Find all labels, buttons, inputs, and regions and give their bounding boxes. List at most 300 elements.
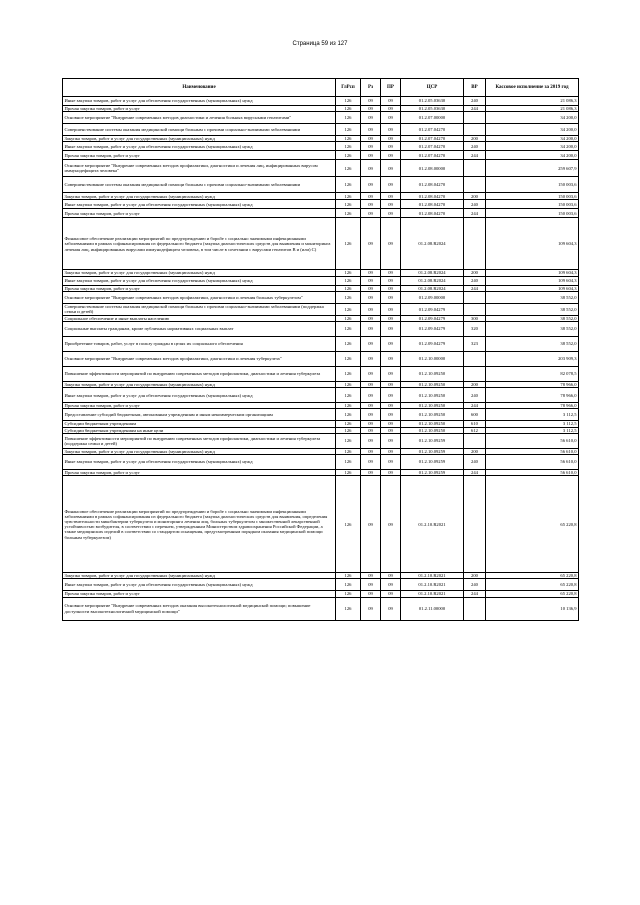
cell-grp: 126	[336, 177, 361, 193]
cell-csr: 01.2.09.04279	[401, 315, 464, 321]
cell-name: Основное мероприятие "Внедрение современных методов оказания высокотехнологичной медицинской помощи; повышение доступности высокотехнологичной медицинской помощи"	[63, 597, 336, 620]
table-row	[63, 142, 579, 151]
cell-pr: 09	[381, 421, 401, 427]
cell-name: Финансовое обеспечение реализации мероприятий по предупреждению и борьбе с социально значимыми инфекционными заболеваниями в рамках софинансирования из федерального бюджета (закупка диагностических средств для выявления, определения чувствительности микобактерии туберкулеза и мониторинга лечения лиц, больных туберкулезом с множественной лекарственной устойчивостью возбудителя, в соответствии с перечнем, утвержденным Министерством здравоохранения Российской Федерации, а также медицинских изделий в соответствии со стандартом оснащения, предусмотренным порядком оказания медицинской помощи больным туберкулезом)	[63, 476, 336, 573]
cell-amount: 3 112,5	[486, 409, 579, 421]
cell-csr: 01.2.08.04270	[401, 200, 464, 209]
cell-amount: 203 909,3	[486, 352, 579, 367]
cell-rz: 09	[361, 388, 381, 403]
cell-name: Субсидии бюджетным учреждениям	[63, 421, 336, 427]
column-header-pr: ПР	[381, 79, 401, 97]
cell-pr: 09	[381, 136, 401, 142]
cell-grp: 126	[336, 112, 361, 124]
cell-vr: 300	[464, 315, 486, 321]
column-header-grp: ГлРсп	[336, 79, 361, 97]
cell-amount: 38 552,0	[486, 337, 579, 352]
cell-csr: 01.2.10.09259	[401, 470, 464, 476]
cell-name: Социальное обеспечение и иные выплаты населению	[63, 315, 336, 321]
cell-rz: 09	[361, 160, 381, 177]
cell-pr: 09	[381, 218, 401, 270]
table-row	[63, 476, 579, 573]
column-header-vr: ВР	[464, 79, 486, 97]
cell-vr	[464, 160, 486, 177]
cell-csr: 01.2.09.00000	[401, 291, 464, 303]
cell-name: Иные закупки товаров, работ и услуг для обеспечения государственных (муниципальных) нужд	[63, 142, 336, 151]
cell-pr: 09	[381, 337, 401, 352]
cell-amount: 150 003,6	[486, 193, 579, 200]
cell-rz: 09	[361, 200, 381, 209]
cell-rz: 09	[361, 591, 381, 597]
cell-csr: 01.2.08.R2024	[401, 218, 464, 270]
cell-rz: 09	[361, 142, 381, 151]
cell-rz: 09	[361, 270, 381, 276]
cell-rz: 09	[361, 209, 381, 218]
cell-vr: 240	[464, 579, 486, 591]
cell-amount: 56 610,0	[486, 455, 579, 470]
cell-vr	[464, 291, 486, 303]
table-row	[63, 322, 579, 337]
cell-amount: 109 604,3	[486, 276, 579, 285]
cell-name: Субсидии бюджетным учреждениям на иные цели	[63, 427, 336, 433]
cell-pr: 09	[381, 209, 401, 218]
cell-pr: 09	[381, 476, 401, 573]
cell-pr: 09	[381, 403, 401, 409]
cell-rz: 09	[361, 136, 381, 142]
cell-rz: 09	[361, 403, 381, 409]
cell-name: Совершенствование системы оказания медицинской помощи больным с прочими социально-значимыми заболеваниями	[63, 124, 336, 136]
cell-grp: 126	[336, 151, 361, 160]
table-body	[63, 97, 579, 621]
cell-amount: 38 552,0	[486, 303, 579, 315]
table-row	[63, 276, 579, 285]
cell-name: Прочая закупка товаров, работ и услуг	[63, 470, 336, 476]
cell-name: Основное мероприятие "Внедрение современных методов профилактики, диагностики и лечения больных туберкулезом"	[63, 291, 336, 303]
cell-pr: 09	[381, 303, 401, 315]
cell-name: Основное мероприятие "Внедрение современных методов профилактики, диагностики и лечения лиц, инфицированных вирусом иммунодефицита человека"	[63, 160, 336, 177]
cell-csr: 01.2.09.04279	[401, 322, 464, 337]
cell-name: Предоставление субсидий бюджетным, автономным учреждениям и иным некоммерческим организациям	[63, 409, 336, 421]
cell-amount: 34 200,0	[486, 136, 579, 142]
cell-pr: 09	[381, 276, 401, 285]
cell-vr	[464, 218, 486, 270]
cell-vr	[464, 112, 486, 124]
cell-pr: 09	[381, 291, 401, 303]
cell-csr: 01.2.07.04270	[401, 124, 464, 136]
cell-name: Социальные выплаты гражданам, кроме публичных нормативных социальных выплат	[63, 322, 336, 337]
cell-csr: 01.2.10.R2021	[401, 579, 464, 591]
cell-csr: 01.2.09.04279	[401, 303, 464, 315]
cell-grp: 126	[336, 388, 361, 403]
cell-amount: 56 610,0	[486, 448, 579, 454]
cell-vr: 240	[464, 97, 486, 106]
cell-grp: 126	[336, 573, 361, 579]
cell-grp: 126	[336, 193, 361, 200]
cell-grp: 126	[336, 124, 361, 136]
cell-amount: 38 552,0	[486, 315, 579, 321]
cell-grp: 126	[336, 433, 361, 448]
cell-rz: 09	[361, 177, 381, 193]
cell-pr: 09	[381, 200, 401, 209]
cell-grp: 126	[336, 291, 361, 303]
cell-amount: 38 552,0	[486, 322, 579, 337]
table-row	[63, 409, 579, 421]
cell-rz: 09	[361, 151, 381, 160]
cell-vr	[464, 124, 486, 136]
cell-grp: 126	[336, 421, 361, 427]
table-row	[63, 337, 579, 352]
table-row	[63, 209, 579, 218]
table-row	[63, 597, 579, 620]
cell-name: Иные закупки товаров, работ и услуг для обеспечения государственных (муниципальных) нужд	[63, 97, 336, 106]
cell-name: Закупка товаров, работ и услуг для государственных (муниципальных) нужд	[63, 573, 336, 579]
cell-grp: 126	[336, 322, 361, 337]
cell-amount: 82 078,5	[486, 367, 579, 382]
cell-name: Прочая закупка товаров, работ и услуг	[63, 151, 336, 160]
cell-amount: 150 003,6	[486, 209, 579, 218]
cell-grp: 126	[336, 200, 361, 209]
cell-csr: 01.2.10.09250	[401, 421, 464, 427]
cell-csr: 01.2.08.R2024	[401, 285, 464, 291]
column-header-rz: Рз	[361, 79, 381, 97]
table-row	[63, 579, 579, 591]
cell-rz: 09	[361, 322, 381, 337]
cell-name: Прочая закупка товаров, работ и услуг	[63, 106, 336, 112]
cell-amount: 65 220,8	[486, 579, 579, 591]
cell-rz: 09	[361, 291, 381, 303]
table-row	[63, 151, 579, 160]
cell-name: Иные закупки товаров, работ и услуг для обеспечения государственных (муниципальных) нужд	[63, 200, 336, 209]
cell-amount: 78 966,0	[486, 403, 579, 409]
cell-pr: 09	[381, 177, 401, 193]
cell-pr: 09	[381, 270, 401, 276]
cell-grp: 126	[336, 270, 361, 276]
cell-pr: 09	[381, 322, 401, 337]
cell-rz: 09	[361, 337, 381, 352]
cell-name: Приобретение товаров, работ, услуг в пользу граждан в целях их социального обеспечения	[63, 337, 336, 352]
table-row	[63, 218, 579, 270]
cell-csr: 01.2.08.04270	[401, 209, 464, 218]
cell-csr: 01.2.10.09250	[401, 388, 464, 403]
cell-pr: 09	[381, 367, 401, 382]
cell-csr: 01.2.10.09259	[401, 455, 464, 470]
cell-name: Совершенствование системы оказания медицинской помощи больным с прочими социально-значимыми заболеваниями	[63, 177, 336, 193]
cell-grp: 126	[336, 579, 361, 591]
cell-vr: 200	[464, 136, 486, 142]
cell-csr: 01.2.10.09250	[401, 367, 464, 382]
cell-name: Повышение эффективности мероприятий по внедрению современных методов профилактики, диагностики и лечения туберкулеза (поддержка семьи и детей)	[63, 433, 336, 448]
cell-name: Иные закупки товаров, работ и услуг для обеспечения государственных (муниципальных) нужд	[63, 579, 336, 591]
cell-pr: 09	[381, 433, 401, 448]
cell-grp: 126	[336, 470, 361, 476]
cell-csr: 01.2.10.09250	[401, 382, 464, 388]
cell-csr: 01.2.11.00000	[401, 597, 464, 620]
cell-pr: 09	[381, 455, 401, 470]
table-row	[63, 303, 579, 315]
cell-vr: 244	[464, 591, 486, 597]
cell-amount: 65 220,8	[486, 573, 579, 579]
cell-name: Прочая закупка товаров, работ и услуг	[63, 285, 336, 291]
table-row	[63, 388, 579, 403]
cell-csr: 01.2.10.09259	[401, 448, 464, 454]
cell-vr: 244	[464, 403, 486, 409]
cell-csr: 01.2.08.04270	[401, 193, 464, 200]
table-row	[63, 112, 579, 124]
cell-pr: 09	[381, 427, 401, 433]
cell-grp: 126	[336, 160, 361, 177]
table-row	[63, 455, 579, 470]
cell-vr: 240	[464, 276, 486, 285]
cell-csr: 01.2.05.03630	[401, 97, 464, 106]
cell-name: Финансовое обеспечение реализации мероприятий по предупреждению и борьбе с социально значимыми инфекционными заболеваниями в рамках софинансирования из федерального бюджета (закупка диагностических средств для выявления и мониторинга лечения лиц, инфицированных вирусами иммунодефицита человека, в том числе в сочетании с вирусами гепатитов B и (или) C)	[63, 218, 336, 270]
cell-grp: 126	[336, 382, 361, 388]
cell-grp: 126	[336, 448, 361, 454]
cell-amount: 34 200,0	[486, 142, 579, 151]
cell-grp: 126	[336, 136, 361, 142]
cell-csr: 01.2.10.09250	[401, 409, 464, 421]
cell-rz: 09	[361, 448, 381, 454]
cell-amount: 34 200,0	[486, 112, 579, 124]
cell-amount: 109 604,3	[486, 270, 579, 276]
cell-name: Закупка товаров, работ и услуг для государственных (муниципальных) нужд	[63, 382, 336, 388]
cell-name: Иные закупки товаров, работ и услуг для обеспечения государственных (муниципальных) нужд	[63, 276, 336, 285]
cell-name: Иные закупки товаров, работ и услуг для обеспечения государственных (муниципальных) нужд	[63, 455, 336, 470]
cell-csr: 01.2.10.R2021	[401, 591, 464, 597]
cell-vr: 200	[464, 448, 486, 454]
cell-pr: 09	[381, 352, 401, 367]
cell-vr: 612	[464, 427, 486, 433]
table-row	[63, 352, 579, 367]
cell-vr	[464, 476, 486, 573]
cell-rz: 09	[361, 218, 381, 270]
cell-rz: 09	[361, 597, 381, 620]
cell-rz: 09	[361, 409, 381, 421]
cell-rz: 09	[361, 573, 381, 579]
cell-amount: 3 112,5	[486, 421, 579, 427]
cell-vr: 244	[464, 209, 486, 218]
cell-rz: 09	[361, 303, 381, 315]
cell-grp: 126	[336, 209, 361, 218]
cell-rz: 09	[361, 276, 381, 285]
cell-grp: 126	[336, 315, 361, 321]
cell-rz: 09	[361, 285, 381, 291]
cell-grp: 126	[336, 476, 361, 573]
cell-pr: 09	[381, 591, 401, 597]
cell-amount: 56 610,0	[486, 470, 579, 476]
cell-vr: 200	[464, 270, 486, 276]
cell-vr	[464, 303, 486, 315]
cell-grp: 126	[336, 409, 361, 421]
cell-rz: 09	[361, 470, 381, 476]
cell-rz: 09	[361, 315, 381, 321]
table-row	[63, 160, 579, 177]
cell-vr: 200	[464, 573, 486, 579]
cell-vr: 240	[464, 200, 486, 209]
table-header-row	[63, 79, 579, 97]
cell-csr: 01.2.07.04270	[401, 142, 464, 151]
cell-pr: 09	[381, 388, 401, 403]
cell-name: Закупка товаров, работ и услуг для государственных (муниципальных) нужд	[63, 270, 336, 276]
cell-name: Основное мероприятие "Внедрение современных методов профилактики, диагностики и лечения туберкулеза"	[63, 352, 336, 367]
cell-vr: 320	[464, 322, 486, 337]
page-number-header: Страница 59 из 127	[292, 41, 348, 47]
cell-name: Закупка товаров, работ и услуг для государственных (муниципальных) нужд	[63, 136, 336, 142]
cell-pr: 09	[381, 448, 401, 454]
cell-csr: 01.2.07.04270	[401, 136, 464, 142]
cell-vr	[464, 597, 486, 620]
cell-grp: 126	[336, 285, 361, 291]
cell-grp: 126	[336, 427, 361, 433]
column-header-amount: Кассовое исполнение за 2019 год	[486, 79, 579, 97]
cell-grp: 126	[336, 352, 361, 367]
cell-amount: 150 003,6	[486, 177, 579, 193]
cell-amount: 78 966,0	[486, 382, 579, 388]
cell-vr: 244	[464, 151, 486, 160]
cell-pr: 09	[381, 470, 401, 476]
cell-amount: 109 604,3	[486, 218, 579, 270]
cell-vr: 244	[464, 470, 486, 476]
cell-rz: 09	[361, 455, 381, 470]
cell-csr: 01.2.10.09250	[401, 427, 464, 433]
budget-execution-table	[62, 78, 579, 621]
cell-grp: 126	[336, 455, 361, 470]
cell-grp: 126	[336, 97, 361, 106]
table-row	[63, 177, 579, 193]
cell-grp: 126	[336, 303, 361, 315]
cell-grp: 126	[336, 403, 361, 409]
cell-vr: 200	[464, 193, 486, 200]
cell-rz: 09	[361, 97, 381, 106]
cell-vr: 240	[464, 388, 486, 403]
cell-grp: 126	[336, 597, 361, 620]
cell-name: Основное мероприятие "Внедрение современных методов диагностики и лечения больных вирусными гепатитами"	[63, 112, 336, 124]
cell-pr: 09	[381, 573, 401, 579]
cell-csr: 01.2.08.R2024	[401, 276, 464, 285]
cell-pr: 09	[381, 151, 401, 160]
cell-rz: 09	[361, 433, 381, 448]
cell-amount: 34 200,0	[486, 124, 579, 136]
cell-csr: 01.2.08.00000	[401, 160, 464, 177]
cell-pr: 09	[381, 142, 401, 151]
table-row	[63, 433, 579, 448]
cell-csr: 01.2.10.R2021	[401, 476, 464, 573]
cell-name: Прочая закупка товаров, работ и услуг	[63, 209, 336, 218]
cell-name: Закупка товаров, работ и услуг для государственных (муниципальных) нужд	[63, 448, 336, 454]
cell-csr: 01.2.10.R2021	[401, 573, 464, 579]
cell-pr: 09	[381, 124, 401, 136]
cell-grp: 126	[336, 276, 361, 285]
table-row	[63, 367, 579, 382]
cell-vr: 600	[464, 409, 486, 421]
cell-amount: 259 607,9	[486, 160, 579, 177]
cell-pr: 09	[381, 193, 401, 200]
cell-rz: 09	[361, 352, 381, 367]
cell-grp: 126	[336, 367, 361, 382]
cell-rz: 09	[361, 382, 381, 388]
cell-name: Закупка товаров, работ и услуг для государственных (муниципальных) нужд	[63, 193, 336, 200]
cell-amount: 38 552,0	[486, 291, 579, 303]
cell-vr: 240	[464, 142, 486, 151]
cell-grp: 126	[336, 142, 361, 151]
cell-amount: 3 112,5	[486, 427, 579, 433]
column-header-csr: ЦСР	[401, 79, 464, 97]
column-header-name: Наименование	[63, 79, 336, 97]
cell-name: Повышение эффективности мероприятий по внедрению современных методов профилактики, диагностики и лечения туберкулеза	[63, 367, 336, 382]
cell-amount: 10 136,9	[486, 597, 579, 620]
cell-rz: 09	[361, 124, 381, 136]
cell-csr: 01.2.09.04279	[401, 337, 464, 352]
cell-pr: 09	[381, 112, 401, 124]
cell-rz: 09	[361, 421, 381, 427]
cell-vr: 610	[464, 421, 486, 427]
cell-vr: 244	[464, 106, 486, 112]
cell-pr: 09	[381, 597, 401, 620]
cell-name: Совершенствование системы оказания медицинской помощи больным с прочими социально-значимыми заболеваниями (поддержка семьи и детей)	[63, 303, 336, 315]
cell-amount: 34 200,0	[486, 151, 579, 160]
cell-amount: 56 610,0	[486, 433, 579, 448]
cell-rz: 09	[361, 106, 381, 112]
cell-rz: 09	[361, 579, 381, 591]
cell-vr: 323	[464, 337, 486, 352]
cell-grp: 126	[336, 106, 361, 112]
cell-csr: 01.2.10.00000	[401, 352, 464, 367]
table-row	[63, 97, 579, 106]
cell-rz: 09	[361, 427, 381, 433]
cell-vr: 240	[464, 455, 486, 470]
cell-vr: 200	[464, 382, 486, 388]
cell-vr	[464, 177, 486, 193]
cell-pr: 09	[381, 160, 401, 177]
cell-vr	[464, 433, 486, 448]
cell-csr: 01.2.05.03630	[401, 106, 464, 112]
cell-grp: 126	[336, 591, 361, 597]
cell-rz: 09	[361, 112, 381, 124]
cell-rz: 09	[361, 367, 381, 382]
cell-grp: 126	[336, 218, 361, 270]
table-row	[63, 193, 579, 200]
table-row	[63, 291, 579, 303]
cell-name: Иные закупки товаров, работ и услуг для обеспечения государственных (муниципальных) нужд	[63, 388, 336, 403]
cell-pr: 09	[381, 106, 401, 112]
cell-csr: 01.2.08.04270	[401, 177, 464, 193]
cell-pr: 09	[381, 97, 401, 106]
cell-name: Прочая закупка товаров, работ и услуг	[63, 591, 336, 597]
cell-csr: 01.2.10.09250	[401, 403, 464, 409]
cell-amount: 21 086,3	[486, 106, 579, 112]
cell-pr: 09	[381, 382, 401, 388]
cell-vr: 244	[464, 285, 486, 291]
cell-rz: 09	[361, 476, 381, 573]
cell-amount: 65 220,8	[486, 591, 579, 597]
cell-vr	[464, 352, 486, 367]
cell-pr: 09	[381, 315, 401, 321]
cell-csr: 01.2.10.09259	[401, 433, 464, 448]
cell-pr: 09	[381, 579, 401, 591]
cell-vr	[464, 367, 486, 382]
cell-amount: 109 604,3	[486, 285, 579, 291]
cell-csr: 01.2.08.R2024	[401, 270, 464, 276]
cell-amount: 65 220,8	[486, 476, 579, 573]
cell-name: Прочая закупка товаров, работ и услуг	[63, 403, 336, 409]
cell-grp: 126	[336, 337, 361, 352]
cell-amount: 21 086,3	[486, 97, 579, 106]
cell-csr: 01.2.07.04270	[401, 151, 464, 160]
cell-amount: 78 966,0	[486, 388, 579, 403]
cell-csr: 01.2.07.00000	[401, 112, 464, 124]
cell-amount: 150 003,6	[486, 200, 579, 209]
cell-pr: 09	[381, 285, 401, 291]
cell-rz: 09	[361, 193, 381, 200]
cell-pr: 09	[381, 409, 401, 421]
